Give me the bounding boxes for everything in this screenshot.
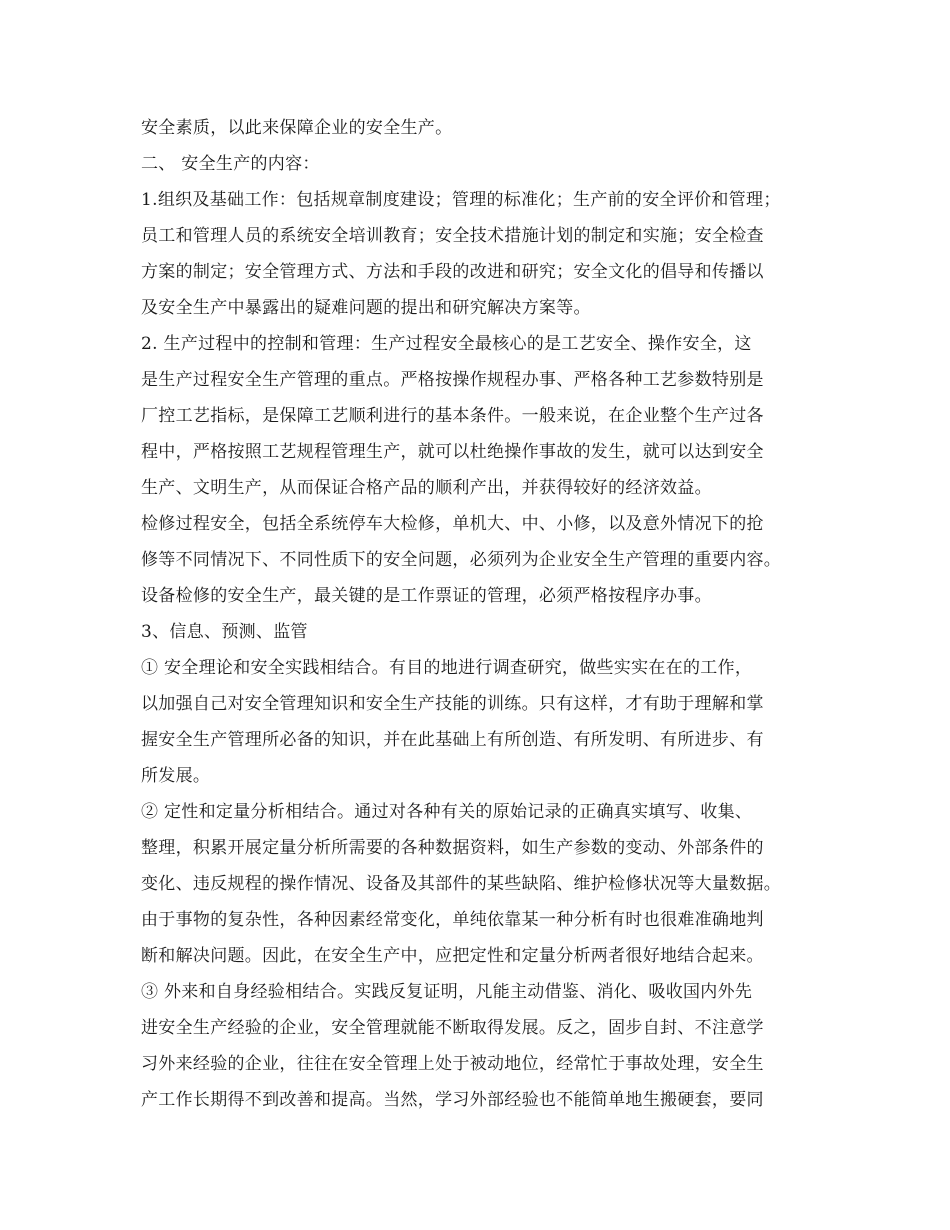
text-line: 设备检修的安全生产，最关键的是工作票证的管理，必须严格按程序办事。: [141, 586, 712, 606]
text-line: 1.组织及基础工作：包括规章制度建设；管理的标准化；生产前的安全评价和管理；: [141, 190, 781, 210]
text-line: 变化、违反规程的操作情况、设备及其部件的某些缺陷、维护检修状况等大量数据。: [141, 874, 782, 894]
text-line: 方案的制定；安全管理方式、方法和手段的改进和研究；安全文化的倡导和传播以: [141, 262, 764, 282]
section-heading: 二、 安全生产的内容：: [141, 154, 320, 174]
text-line: 进安全生产经验的企业，安全管理就能不断取得发展。反之，固步自封、不注意学: [141, 1018, 764, 1038]
text-line: 员工和管理人员的系统安全培训教育；安全技术措施计划的制定和实施；安全检查: [141, 226, 764, 246]
text-line: 整理，积累开展定量分析所需要的各种数据资料，如生产参数的变动、外部条件的: [141, 838, 764, 858]
text-line: 生产、文明生产，从而保证合格产品的顺利产出，并获得较好的经济效益。: [141, 478, 712, 498]
section-heading: 3、信息、预测、监管: [141, 622, 308, 642]
text-line: 及安全生产中暴露出的疑难问题的提出和研究解决方案等。: [141, 298, 591, 318]
text-line: 产工作长期得不到改善和提高。当然，学习外部经验也不能简单地生搬硬套，要同: [141, 1090, 764, 1110]
text-line: 断和解决问题。因此，在安全生产中，应把定性和定量分析两者很好地结合起来。: [141, 946, 764, 966]
text-line: 程中，严格按照工艺规程管理生产，就可以杜绝操作事故的发生，就可以达到安全: [141, 442, 764, 462]
text-line: 习外来经验的企业，往往在安全管理上处于被动地位，经常忙于事故处理，安全生: [141, 1054, 764, 1074]
text-line: 所发展。: [141, 766, 211, 786]
text-line: 以加强自己对安全管理知识和安全生产技能的训练。只有这样，才有助于理解和掌: [141, 694, 764, 714]
text-line: 握安全生产管理所必备的知识，并在此基础上有所创造、有所发明、有所进步、有: [141, 730, 764, 750]
text-line: 检修过程安全，包括全系统停车大检修，单机大、中、小修，以及意外情况下的抢: [141, 514, 764, 534]
text-line: 2. 生产过程中的控制和管理：生产过程安全最核心的是工艺安全、操作安全，这: [141, 334, 752, 354]
text-line: 安全素质，以此来保障企业的安全生产。: [141, 118, 453, 138]
text-line: ③ 外来和自身经验相结合。实践反复证明，凡能主动借鉴、消化、吸收国内外先: [141, 982, 753, 1002]
text-line: 由于事物的复杂性，各种因素经常变化，单纯依靠某一种分析有时也很难准确地判: [141, 910, 764, 930]
text-line: 厂控工艺指标，是保障工艺顺利进行的基本条件。一般来说，在企业整个生产过各: [141, 406, 764, 426]
text-line: ① 安全理论和安全实践相结合。有目的地进行调查研究，做些实实在在的工作，: [141, 658, 753, 678]
text-line: 是生产过程安全生产管理的重点。严格按操作规程办事、严格各种工艺参数特别是: [141, 370, 764, 390]
text-line: ② 定性和定量分析相结合。通过对各种有关的原始记录的正确真实填写、收集、: [141, 802, 753, 822]
text-line: 修等不同情况下、不同性质下的安全问题，必须列为企业安全生产管理的重要内容。: [141, 550, 782, 570]
